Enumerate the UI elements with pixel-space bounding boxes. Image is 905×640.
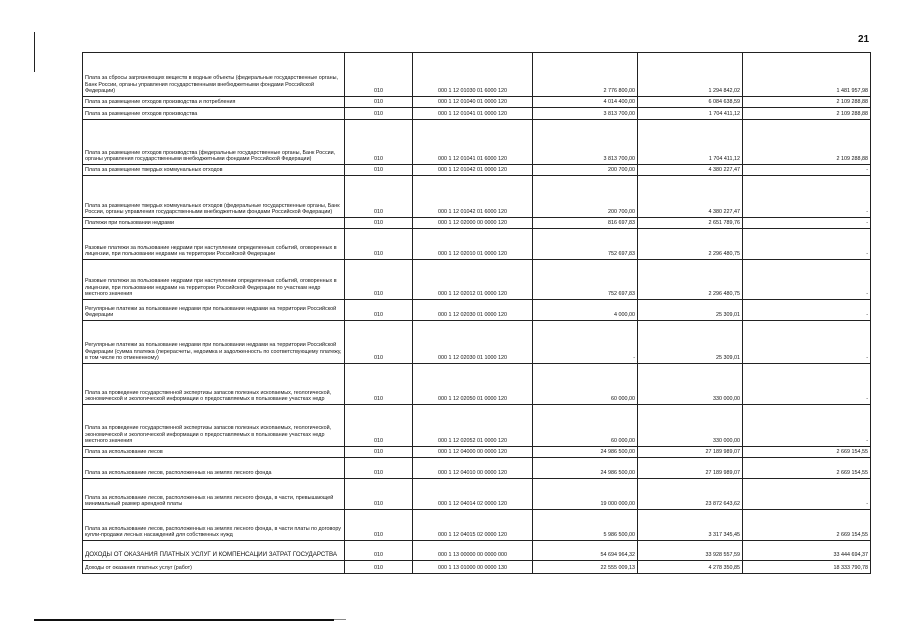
row-name: Плата за проведение государственной экспертизы запасов полезных ископаемых, геологической, экономической и экологической информации о предоставляемых в пользование участках недр: [83, 364, 345, 405]
row-executed-value: 2 296 480,75: [638, 260, 743, 300]
row-unexecuted-value: 1 481 957,98: [743, 53, 871, 97]
row-name: Плата за размещение отходов производства: [83, 108, 345, 120]
row-unexecuted-value: -: [743, 479, 871, 510]
row-approved-value: 200 700,00: [533, 176, 638, 218]
page-number: 21: [858, 34, 870, 45]
row-unexecuted-value: -: [743, 300, 871, 321]
row-approved-value: 54 694 964,32: [533, 541, 638, 561]
row-unexecuted-value: 18 333 790,78: [743, 561, 871, 574]
row-classification-code: 000 1 12 02012 01 0000 120: [413, 260, 533, 300]
row-approved-value: 19 000 000,00: [533, 479, 638, 510]
row-name: Плата за размещение твердых коммунальных отходов: [83, 165, 345, 176]
row-name: Разовые платежи за пользование недрами при наступлении определенных событий, оговоренных в лицензии, при пользовании недрами на территории Российской Федерации: [83, 229, 345, 260]
row-approved-value: 24 986 500,00: [533, 447, 638, 458]
row-line-code: 010: [345, 218, 413, 229]
row-line-code: 010: [345, 447, 413, 458]
row-executed-value: 2 651 789,76: [638, 218, 743, 229]
row-classification-code: 000 1 12 01042 01 6000 120: [413, 176, 533, 218]
footer-rule: [34, 619, 334, 621]
row-line-code: 010: [345, 260, 413, 300]
row-unexecuted-value: -: [743, 176, 871, 218]
row-line-code: 010: [345, 561, 413, 574]
row-classification-code: 000 1 12 02000 00 0000 120: [413, 218, 533, 229]
row-executed-value: 1 704 411,12: [638, 120, 743, 165]
left-margin-mark: [34, 32, 35, 72]
row-name: Плата за сбросы загрязняющих веществ в водные объекты (федеральные государственные органы, Банк России, органы управления государственными внебюджетными фондами Российской Федерации): [83, 53, 345, 97]
row-approved-value: 24 986 500,00: [533, 458, 638, 479]
row-executed-value: 4 278 350,85: [638, 561, 743, 574]
row-name: Плата за использование лесов, расположенных на землях лесного фонда, в части, превышающей минимальный размер арендной платы: [83, 479, 345, 510]
table-row: [83, 364, 871, 405]
row-line-code: 010: [345, 97, 413, 108]
row-unexecuted-value: 2 669 154,55: [743, 510, 871, 541]
row-executed-value: 1 704 411,12: [638, 108, 743, 120]
row-approved-value: 752 697,83: [533, 260, 638, 300]
row-approved-value: -: [533, 321, 638, 364]
row-classification-code: 000 1 12 01030 01 6000 120: [413, 53, 533, 97]
row-line-code: 010: [345, 321, 413, 364]
row-classification-code: 000 1 12 04010 00 0000 120: [413, 458, 533, 479]
table-row: [83, 458, 871, 479]
row-name: Регулярные платежи за пользование недрами при пользовании недрами на территории Российской Федерации: [83, 300, 345, 321]
row-unexecuted-value: -: [743, 405, 871, 447]
row-approved-value: 3 813 700,00: [533, 120, 638, 165]
table-row: [83, 447, 871, 458]
row-executed-value: 330 000,00: [638, 364, 743, 405]
row-classification-code: 000 1 12 01041 01 0000 120: [413, 108, 533, 120]
row-executed-value: 23 872 643,62: [638, 479, 743, 510]
row-approved-value: 3 813 700,00: [533, 108, 638, 120]
table-row: [83, 405, 871, 447]
row-approved-value: 200 700,00: [533, 165, 638, 176]
row-executed-value: 27 189 989,07: [638, 447, 743, 458]
row-line-code: 010: [345, 364, 413, 405]
row-classification-code: 000 1 12 04014 02 0000 120: [413, 479, 533, 510]
row-classification-code: 000 1 12 02030 01 0000 120: [413, 300, 533, 321]
row-approved-value: 22 555 009,13: [533, 561, 638, 574]
table-row: [83, 108, 871, 120]
table-row: [83, 53, 871, 97]
row-line-code: 010: [345, 541, 413, 561]
table-row: [83, 561, 871, 574]
table-row: [83, 229, 871, 260]
table-row: [83, 260, 871, 300]
row-executed-value: 25 309,01: [638, 321, 743, 364]
row-name: Плата за использование лесов, расположенных на землях лесного фонда, в части платы по договору купли-продажи лесных насаждений для собственных нужд: [83, 510, 345, 541]
budget-execution-table: [82, 52, 871, 574]
row-approved-value: 752 697,83: [533, 229, 638, 260]
row-unexecuted-value: -: [743, 260, 871, 300]
row-approved-value: 816 697,83: [533, 218, 638, 229]
row-executed-value: 33 928 557,59: [638, 541, 743, 561]
row-approved-value: 2 776 800,00: [533, 53, 638, 97]
row-line-code: 010: [345, 458, 413, 479]
row-executed-value: 4 380 227,47: [638, 165, 743, 176]
row-executed-value: 3 317 345,45: [638, 510, 743, 541]
row-line-code: 010: [345, 229, 413, 260]
row-name: Плата за использование лесов, расположенных на землях лесного фонда: [83, 458, 345, 479]
row-name: Разовые платежи за пользование недрами при наступлении определенных событий, оговоренных в лицензии, при пользовании недрами на территории Российской Федерации по участкам недр местного значения: [83, 260, 345, 300]
table-row: [83, 510, 871, 541]
row-classification-code: 000 1 12 02052 01 0000 120: [413, 405, 533, 447]
row-line-code: 010: [345, 53, 413, 97]
row-executed-value: 330 000,00: [638, 405, 743, 447]
row-executed-value: 27 189 989,07: [638, 458, 743, 479]
table-row: [83, 97, 871, 108]
row-executed-value: 4 380 227,47: [638, 176, 743, 218]
row-unexecuted-value: 2 109 288,88: [743, 97, 871, 108]
row-classification-code: 000 1 12 02010 01 0000 120: [413, 229, 533, 260]
table-row: [83, 541, 871, 561]
row-executed-value: 25 309,01: [638, 300, 743, 321]
row-approved-value: 4 014 400,00: [533, 97, 638, 108]
row-line-code: 010: [345, 510, 413, 541]
row-classification-code: 000 1 12 01042 01 0000 120: [413, 165, 533, 176]
row-name: Плата за использование лесов: [83, 447, 345, 458]
row-approved-value: 4 000,00: [533, 300, 638, 321]
row-unexecuted-value: -: [743, 321, 871, 364]
row-classification-code: 000 1 13 00000 00 0000 000: [413, 541, 533, 561]
row-executed-value: 1 294 842,02: [638, 53, 743, 97]
row-unexecuted-value: 33 444 694,37: [743, 541, 871, 561]
row-approved-value: 60 000,00: [533, 364, 638, 405]
row-line-code: 010: [345, 120, 413, 165]
row-classification-code: 000 1 12 01040 01 0000 120: [413, 97, 533, 108]
row-name: Плата за размещение твердых коммунальных отходов (федеральные государственные органы, Банк России, органы управления государственными внебюджетными фондами Российской Федерации): [83, 176, 345, 218]
row-classification-code: 000 1 12 04015 02 0000 120: [413, 510, 533, 541]
row-name: Платежи при пользовании недрами: [83, 218, 345, 229]
row-name: ДОХОДЫ ОТ ОКАЗАНИЯ ПЛАТНЫХ УСЛУГ И КОМПЕНСАЦИИ ЗАТРАТ ГОСУДАРСТВА: [83, 541, 345, 561]
table-row: [83, 300, 871, 321]
row-classification-code: 000 1 13 01000 00 0000 130: [413, 561, 533, 574]
row-name: Доходы от оказания платных услуг (работ): [83, 561, 345, 574]
row-line-code: 010: [345, 300, 413, 321]
table-row: [83, 321, 871, 364]
row-classification-code: 000 1 12 04000 00 0000 120: [413, 447, 533, 458]
row-line-code: 010: [345, 165, 413, 176]
table-row: [83, 479, 871, 510]
row-classification-code: 000 1 12 02030 01 1000 120: [413, 321, 533, 364]
row-unexecuted-value: -: [743, 364, 871, 405]
row-name: Плата за размещение отходов производства (федеральные государственные органы, Банк России, органы управления государственными внебюджетными фондами Российской Федерации): [83, 120, 345, 165]
row-unexecuted-value: -: [743, 218, 871, 229]
footer-rule-tail: [334, 619, 346, 620]
row-unexecuted-value: -: [743, 229, 871, 260]
table-row: [83, 218, 871, 229]
row-unexecuted-value: 2 669 154,55: [743, 447, 871, 458]
row-classification-code: 000 1 12 01041 01 6000 120: [413, 120, 533, 165]
row-line-code: 010: [345, 108, 413, 120]
row-unexecuted-value: 2 669 154,55: [743, 458, 871, 479]
row-name: Регулярные платежи за пользование недрами при пользовании недрами на территории Российской Федерации (сумма платежа (перерасчеты, недоимка и задолженность по соответствующему платежу, в том числе по отмененному): [83, 321, 345, 364]
row-line-code: 010: [345, 479, 413, 510]
row-approved-value: 5 986 500,00: [533, 510, 638, 541]
row-executed-value: 6 084 638,59: [638, 97, 743, 108]
table-row: [83, 120, 871, 165]
table-row: [83, 176, 871, 218]
table-row: [83, 165, 871, 176]
row-executed-value: 2 296 480,75: [638, 229, 743, 260]
row-unexecuted-value: -: [743, 165, 871, 176]
row-approved-value: 60 000,00: [533, 405, 638, 447]
row-line-code: 010: [345, 176, 413, 218]
row-name: Плата за размещение отходов производства и потребления: [83, 97, 345, 108]
row-unexecuted-value: 2 109 288,88: [743, 120, 871, 165]
row-unexecuted-value: 2 109 288,88: [743, 108, 871, 120]
row-name: Плата за проведение государственной экспертизы запасов полезных ископаемых, геологической, экономической и экологической информации о предоставляемых в пользование участках недр местного значения: [83, 405, 345, 447]
row-classification-code: 000 1 12 02050 01 0000 120: [413, 364, 533, 405]
row-line-code: 010: [345, 405, 413, 447]
